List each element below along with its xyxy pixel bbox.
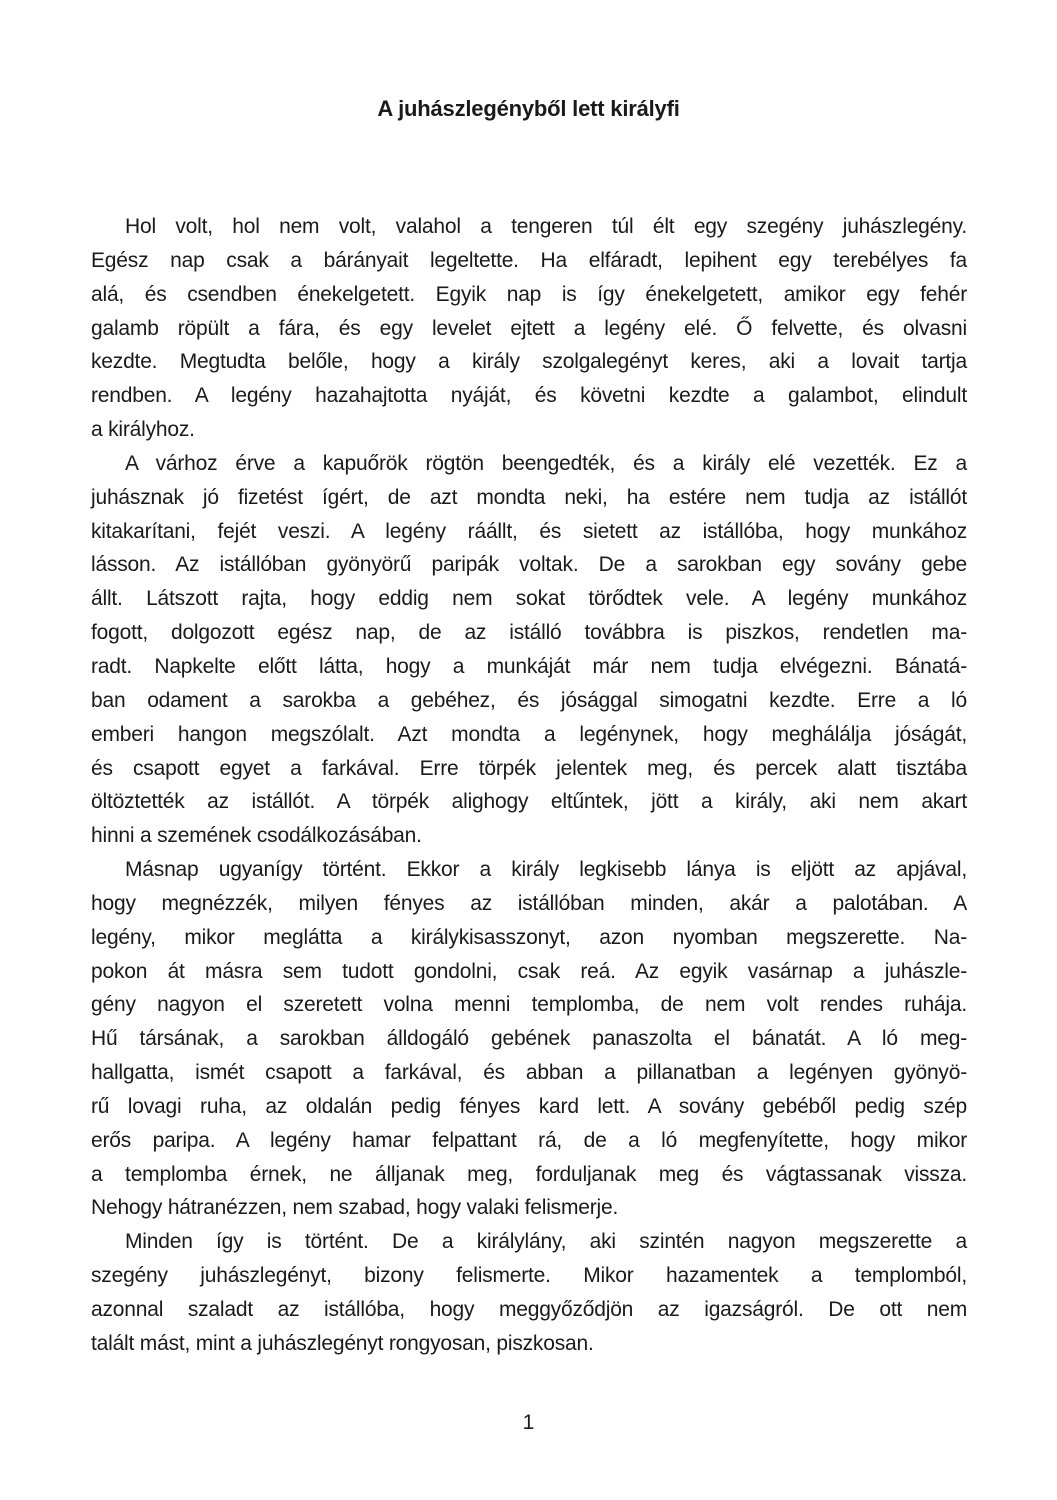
text-line: hogy megnézzék, milyen fényes az istállóban minden, akár a palotában. A (91, 891, 967, 915)
text-line: alá, és csendben énekelgetett. Egyik nap is így énekelgetett, amikor egy fehér (91, 282, 967, 306)
text-line: A várhoz érve a kapuőrök rögtön beengedték, és a király elé vezették. Ez a (125, 451, 967, 475)
story-paragraph-1 (91, 210, 967, 447)
story-paragraph-2 (91, 447, 967, 853)
text-line: Minden így is történt. De a királylány, aki szintén nagyon megszerette a (125, 1230, 967, 1254)
text-line: fogott, dolgozott egész nap, de az istálló továbbra is piszkos, rendetlen ma- (91, 621, 967, 645)
text-line: lásson. Az istállóban gyönyörű paripák voltak. De a sarokban egy sovány gebe (91, 553, 967, 577)
text-line: és csapott egyet a farkával. Erre törpék jelentek meg, és percek alatt tisztába (91, 756, 967, 780)
text-line: Egész nap csak a bárányait legeltette. Ha elfáradt, lepihent egy terebélyes fa (91, 248, 967, 272)
text-line: kezdte. Megtudta belőle, hogy a király szolgalegényt keres, aki a lovait tartja (91, 350, 967, 374)
text-line: hinni a szemének csodálkozásában. (91, 824, 422, 848)
document-title: A juhászlegényből lett királyfi (377, 96, 680, 121)
text-line: rű lovagi ruha, az oldalán pedig fényes kard lett. A sovány gebéből pedig szép (91, 1094, 967, 1118)
story-paragraph-3 (91, 853, 967, 1225)
text-line: kitakarítani, fejét veszi. A legény ráállt, és sietett az istállóba, hogy munkához (91, 519, 967, 543)
text-line: Másnap ugyanígy történt. Ekkor a király legkisebb lánya is eljött az apjával, (125, 858, 967, 882)
text-line: radt. Napkelte előtt látta, hogy a munkáját már nem tudja elvégezni. Bánatá- (91, 654, 967, 678)
text-line: öltöztették az istállót. A törpék alighogy eltűntek, jött a király, aki nem akart (91, 790, 967, 814)
text-line: a templomba érnek, ne álljanak meg, forduljanak meg és vágtassanak vissza. (91, 1162, 967, 1186)
text-line: pokon át másra sem tudott gondolni, csak reá. Az egyik vasárnap a juhászle- (91, 959, 967, 983)
story-paragraph-4 (91, 1225, 967, 1360)
text-line: állt. Látszott rajta, hogy eddig nem sokat törődtek vele. A legény munkához (91, 587, 967, 611)
text-line: talált mást, mint a juhászlegényt rongyosan, piszkosan. (91, 1331, 594, 1355)
document-body (91, 210, 967, 1361)
text-line: Hol volt, hol nem volt, valahol a tengeren túl élt egy szegény juhászlegény. (125, 215, 967, 238)
text-line: gény nagyon el szeretett volna menni templomba, de nem volt rendes ruhája. (91, 993, 967, 1017)
text-line: rendben. A legény hazahajtotta nyáját, és követni kezdte a galambot, elindult (91, 384, 967, 408)
text-line: Nehogy hátranézzen, nem szabad, hogy valaki felismerje. (91, 1196, 619, 1220)
text-line: legény, mikor meglátta a királykisasszonyt, azon nyomban megszerette. Na- (91, 925, 967, 949)
text-line: Hű társának, a sarokban álldogáló gebének panaszolta el bánatát. A ló meg- (91, 1027, 967, 1051)
text-line: erős paripa. A legény hamar felpattant rá, de a ló megfenyítette, hogy mikor (91, 1128, 967, 1152)
text-line: emberi hangon megszólalt. Azt mondta a legénynek, hogy meghálálja jóságát, (91, 722, 967, 746)
text-line: szegény juhászlegényt, bizony felismerte. Mikor hazamentek a templomból, (91, 1264, 967, 1288)
text-line: azonnal szaladt az istállóba, hogy meggyőződjön az igazságról. De ott nem (91, 1298, 967, 1321)
text-line: ban odament a sarokba a gebéhez, és jósággal simogatni kezdte. Erre a ló (91, 688, 967, 712)
text-line: galamb röpült a fára, és egy levelet ejtett a legény elé. Ő felvette, és olvasni (91, 316, 967, 340)
text-line: hallgatta, ismét csapott a farkával, és abban a pillanatban a legényen gyönyö- (91, 1061, 967, 1085)
text-line: a királyhoz. (91, 418, 195, 442)
page-number-text: 1 (522, 1411, 535, 1434)
text-line: juhásznak jó fizetést ígért, de azt mondta neki, ha estére nem tudja az istállót (91, 485, 967, 509)
